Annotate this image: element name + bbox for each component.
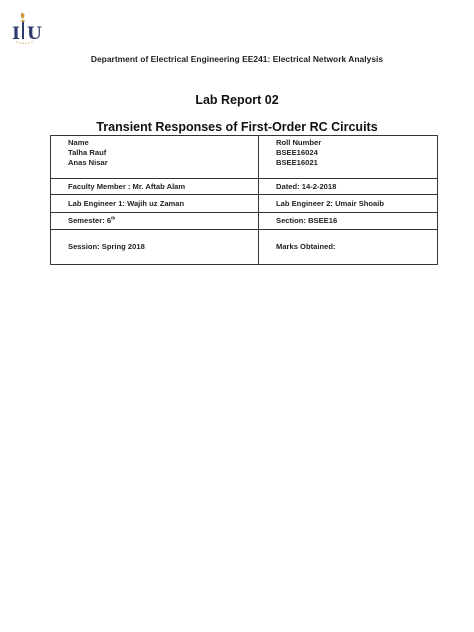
- dated-cell: Dated: 14-2-2018: [259, 179, 438, 195]
- logo-letter-i: I: [12, 24, 20, 44]
- name-header: Name: [68, 138, 89, 147]
- table-row-faculty: [51, 179, 438, 195]
- department-heading: Department of Electrical Engineering EE241: Electrical Network Analysis: [90, 54, 384, 64]
- table-row-session: [51, 230, 438, 265]
- table-row-semester: [51, 213, 438, 230]
- student-name-1: Talha Rauf: [68, 148, 107, 157]
- marks-obtained-cell: Marks Obtained:: [259, 230, 438, 265]
- faculty-member-cell: Faculty Member : Mr. Aftab Alam: [51, 179, 259, 195]
- lab-engineer-1-cell: Lab Engineer 1: Wajih uz Zaman: [51, 195, 259, 213]
- report-title: Lab Report 02: [195, 93, 279, 107]
- roll-numbers-cell: [259, 136, 438, 179]
- session-cell: Session: Spring 2018: [51, 230, 259, 265]
- report-subtitle: Transient Responses of First-Order RC Circuits: [96, 120, 378, 134]
- lab-engineer-2-cell: Lab Engineer 2: Umair Shoaib: [259, 195, 438, 213]
- semester-superscript: th: [111, 215, 116, 221]
- university-logo: [8, 8, 48, 46]
- roll-number-1: BSEE16024: [276, 148, 318, 157]
- table-row-lab-engineers: [51, 195, 438, 213]
- roll-number-header: Roll Number: [276, 138, 322, 147]
- logo-letter-u: U: [27, 24, 42, 44]
- student-name-2: Anas Nisar: [68, 158, 108, 167]
- report-info-table: [50, 135, 438, 265]
- section-cell: Section: BSEE16: [259, 213, 438, 230]
- university-torch-logo-icon: [8, 8, 48, 46]
- table-row-students: [51, 136, 438, 179]
- semester-label: Semester: 6: [68, 216, 112, 225]
- semester-cell: [51, 213, 259, 230]
- student-names-cell: [51, 136, 259, 179]
- roll-number-2: BSEE16021: [276, 158, 318, 167]
